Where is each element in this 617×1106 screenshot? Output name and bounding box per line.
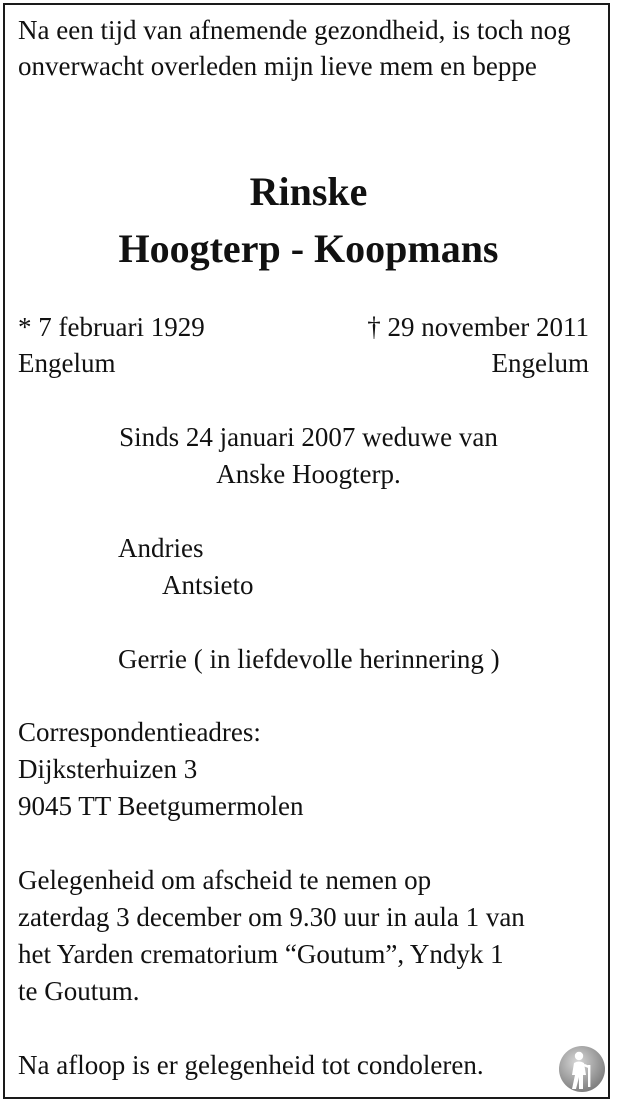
death-place: Engelum [491, 348, 589, 378]
farewell-line-1: Gelegenheid om afscheid te nemen op [18, 865, 432, 895]
deceased-first-name: Rinske [249, 169, 368, 214]
correspondence-street: Dijksterhuizen 3 [18, 754, 198, 784]
farewell-line-2: zaterdag 3 december om 9.30 uur in aula 1 van [18, 902, 525, 932]
mourning-figure-logo-icon [558, 1045, 606, 1093]
family-child-1: Andries [118, 533, 204, 563]
widow-line-1: Sinds 24 januari 2007 weduwe van [119, 422, 498, 452]
correspondence-city: 9045 TT Beetgumermolen [18, 791, 304, 821]
correspondence-label: Correspondentieadres: [18, 717, 261, 747]
widow-line-2: Anske Hoogterp. [216, 459, 401, 489]
deceased-surname: Hoogterp - Koopmans [118, 226, 499, 271]
family-child-1-partner: Antsieto [162, 570, 254, 600]
family-child-2: Gerrie ( in liefdevolle herinnering ) [118, 644, 500, 674]
farewell-line-4: te Goutum. [18, 976, 140, 1006]
farewell-line-3: het Yarden crematorium “Goutum”, Yndyk 1 [18, 939, 504, 969]
birth-place: Engelum [18, 348, 116, 378]
death-date: † 29 november 2011 [367, 312, 589, 342]
birth-date: * 7 februari 1929 [18, 312, 205, 342]
intro-text: Na een tijd van afnemende gezondheid, is toch nog onverwacht overleden mijn lieve mem en beppe [18, 15, 571, 81]
closing-text: Na afloop is er gelegenheid tot condoleren. [18, 1050, 484, 1080]
